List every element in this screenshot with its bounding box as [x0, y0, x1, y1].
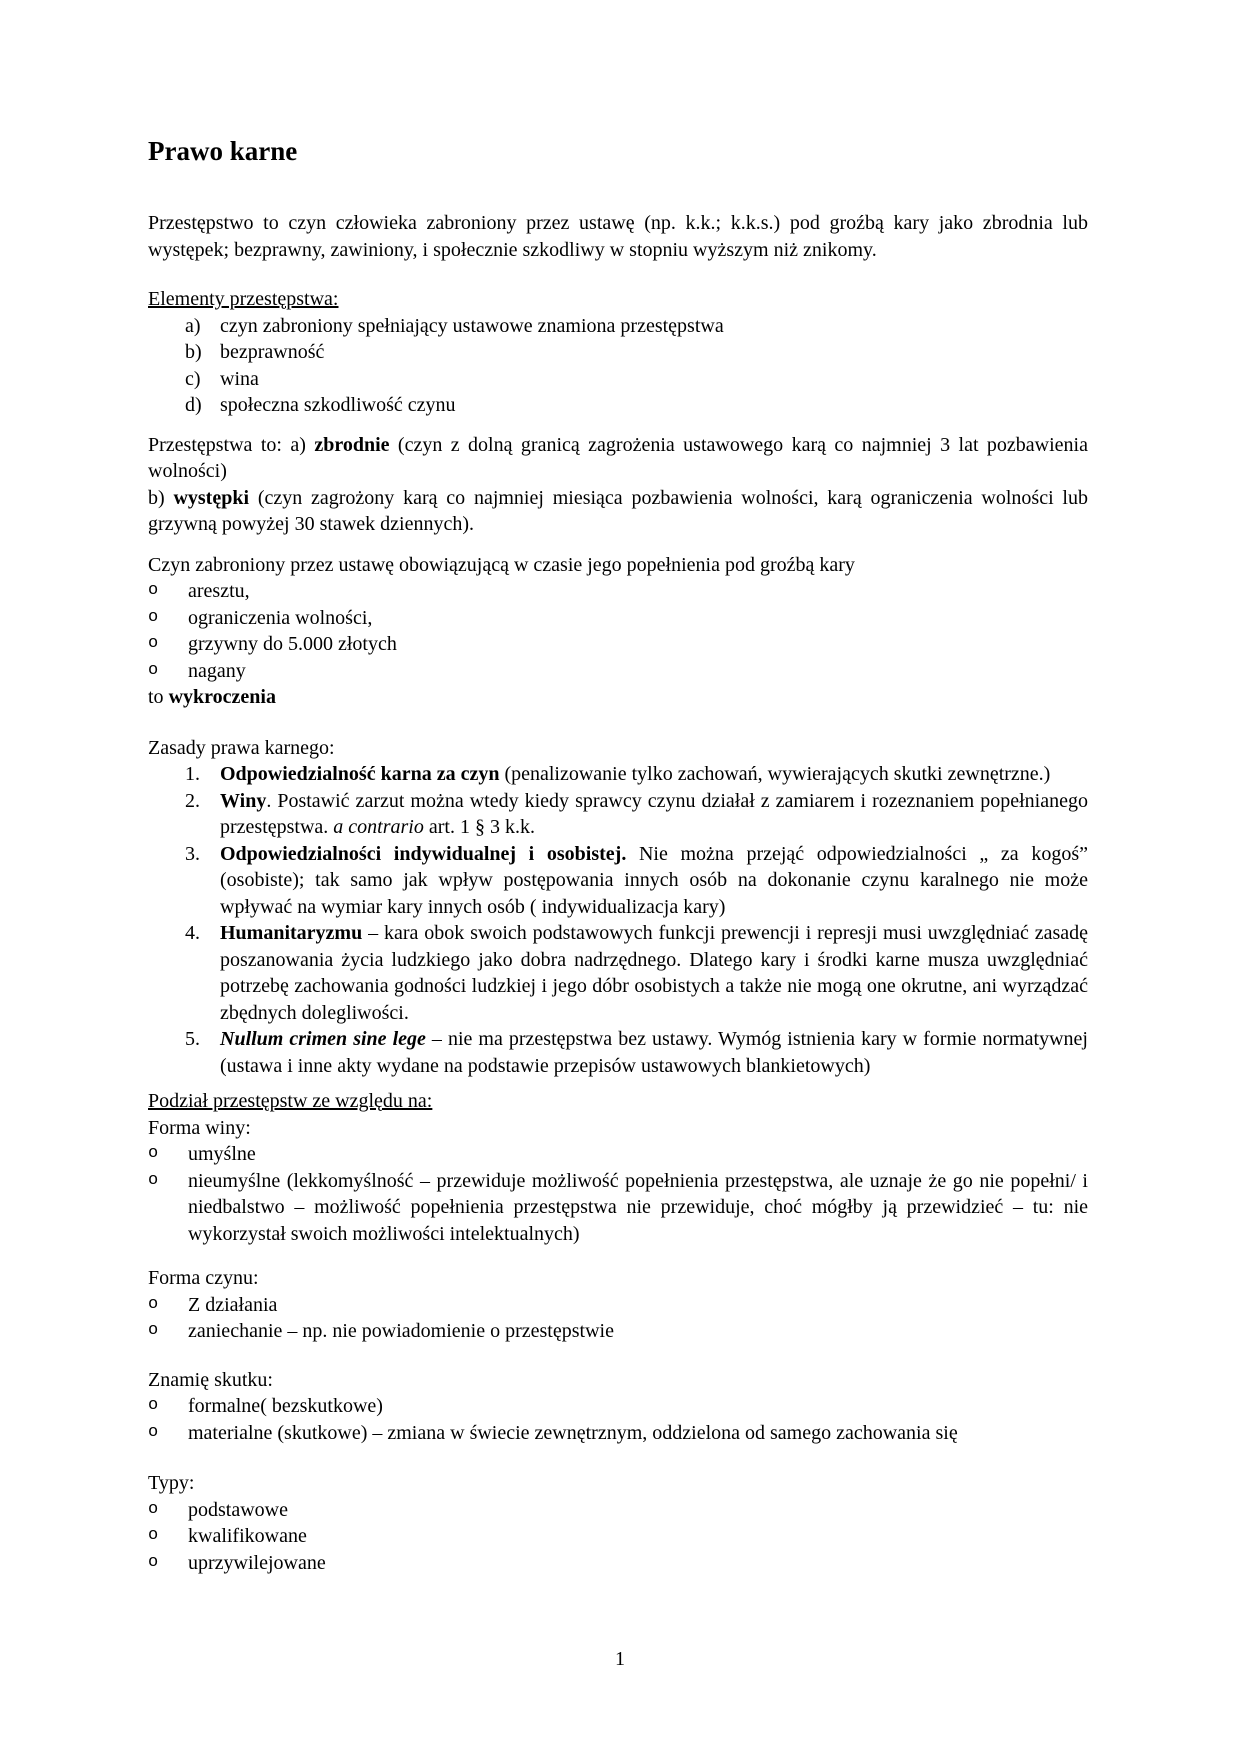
- text-run-bold: Odpowiedzialność karna za czyn: [220, 763, 500, 785]
- list-item: [148, 1420, 1088, 1447]
- bullet-marker: o: [148, 1552, 159, 1572]
- list-item: [148, 658, 1088, 685]
- section-heading-podzial: Podział przestępstw ze względu na:: [148, 1090, 433, 1112]
- text-run-bold: Winy: [220, 789, 267, 812]
- list-item-text: bezprawność: [220, 341, 325, 363]
- text-run: (czyn z dolną granicą zagrożenia ustawowego karą co najmniej 3 lat pozbawienia wolności): [148, 433, 1088, 482]
- list-item-text: społeczna szkodliwość czynu: [220, 394, 456, 416]
- bullet-marker: o: [148, 607, 159, 627]
- list-item-number: 3.: [185, 842, 200, 865]
- bullet-marker: o: [148, 1422, 159, 1442]
- bullet-marker: o: [148, 634, 159, 653]
- list-item-text: [220, 920, 1088, 1026]
- list-item: [148, 366, 1088, 393]
- list-item: [148, 1168, 1088, 1248]
- list-item: [148, 339, 1088, 366]
- list-item: [148, 841, 1088, 921]
- list-item-text: czyn zabroniony spełniający ustawowe znamiona przestępstwa: [220, 314, 724, 337]
- section-znamie-skutku: [148, 1367, 1088, 1447]
- section-heading-elementy: Elementy przestępstwa:: [148, 288, 339, 310]
- section-zasady: [148, 735, 1088, 1080]
- section-heading-zasady: Zasady prawa karnego:: [148, 736, 335, 759]
- list-item: [148, 631, 1088, 658]
- text-run: to: [148, 686, 169, 708]
- list-item-text: umyślne: [188, 1143, 256, 1165]
- text-run-bold: zbrodnie: [314, 433, 390, 456]
- bullet-marker: o: [148, 1499, 159, 1519]
- label-znamie-skutku: Znamię skutku:: [148, 1368, 273, 1391]
- section-podzial: [148, 1088, 1088, 1247]
- paragraph-line: [148, 432, 1088, 485]
- bullet-marker: o: [148, 581, 159, 600]
- section-elementy: [148, 286, 1088, 419]
- list-item: [148, 605, 1088, 632]
- list-item-text: nieumyślne (lekkomyślność – przewiduje możliwość popełnienia przestępstwa, ale uznaje że go nie popełni/ i niedbalstwo – możliwość popełnienia przestępstwa nie przewiduje, choć mógłby ją przewidzieć – tu: nie wykorzystał swoich możliwości intelektualnych): [188, 1169, 1088, 1245]
- paragraph-line: [148, 485, 1088, 538]
- list-item-text: [220, 761, 1088, 788]
- list-item-text: wina: [220, 367, 259, 390]
- bullet-marker: o: [148, 1294, 159, 1314]
- text-run: Przestępstwa to: a): [148, 433, 315, 456]
- paragraph-czyn-zabroniony: Czyn zabroniony przez ustawę obowiązującą w czasie jego popełnienia pod groźbą kary: [148, 553, 855, 576]
- text-run: (penalizowanie tylko zachowań, wywierających skutki zewnętrzne.): [499, 763, 1051, 785]
- label-forma-czynu: Forma czynu:: [148, 1267, 259, 1289]
- list-item-text: kwalifikowane: [188, 1525, 307, 1547]
- bullet-marker: o: [148, 1170, 159, 1190]
- text-run-bold-italic: Nullum crimen sine lege: [220, 1028, 426, 1050]
- text-run: b): [148, 486, 174, 509]
- list-item-text: aresztu,: [188, 580, 250, 602]
- bullet-marker: o: [148, 1396, 159, 1415]
- bullet-marker: o: [148, 1321, 159, 1340]
- page-title: Prawo karne: [148, 136, 298, 166]
- page-content: [148, 0, 1088, 1576]
- list-item: [148, 1393, 1088, 1420]
- list-item-text: zaniechanie – np. nie powiadomienie o przestępstwie: [188, 1320, 614, 1342]
- label-typy: Typy:: [148, 1472, 195, 1494]
- text-run-bold: Humanitaryzmu: [220, 922, 363, 944]
- section-typy: [148, 1470, 1088, 1576]
- text-run-bold: Odpowiedzialności indywidualnej i osobistej.: [220, 842, 627, 865]
- list-item-text: grzywny do 5.000 złotych: [188, 633, 397, 655]
- list-item: [148, 1292, 1088, 1319]
- list-item-text: materialne (skutkowe) – zmiana w świecie zewnętrznym, oddzielona od samego zachowania się: [188, 1421, 958, 1444]
- list-item-number: 2.: [185, 789, 200, 812]
- list-item-text: [220, 788, 1088, 841]
- text-run-bold: występki: [173, 486, 250, 509]
- bullet-marker: o: [148, 1526, 159, 1545]
- list-item: [148, 1497, 1088, 1524]
- section-wykroczenia: [148, 552, 1088, 711]
- list-item-text: [220, 841, 1088, 921]
- list-item: [148, 1550, 1088, 1577]
- list-item: [148, 920, 1088, 1026]
- list-item-text: uprzywilejowane: [188, 1551, 326, 1574]
- text-run-italic: a contrario: [333, 816, 424, 838]
- list-item-text: formalne( bezskutkowe): [188, 1395, 383, 1417]
- list-item: [148, 313, 1088, 340]
- list-item-number: 1.: [185, 763, 200, 785]
- text-run: . Postawić zarzut można wtedy kiedy sprawcy czynu działał z zamiarem i rozeznaniem popełnianego przestępstwa.: [220, 789, 1088, 838]
- text-run-bold: wykroczenia: [168, 686, 276, 708]
- bullet-marker: o: [148, 660, 159, 680]
- list-item: [148, 761, 1088, 788]
- page-number: 1: [615, 1648, 625, 1670]
- list-item-marker: d): [185, 394, 202, 416]
- list-item-text: ograniczenia wolności,: [188, 606, 373, 629]
- list-item-marker: b): [185, 341, 202, 363]
- list-item-text: podstawowe: [188, 1498, 288, 1521]
- list-item: [148, 578, 1088, 605]
- list-item-marker: c): [185, 367, 201, 390]
- bullet-marker: o: [148, 1144, 159, 1163]
- list-item-number: 4.: [185, 922, 200, 944]
- list-item: [148, 1318, 1088, 1345]
- text-run: art. 1 § 3 k.k.: [423, 816, 535, 838]
- list-item-number: 5.: [185, 1028, 200, 1050]
- list-item-text: Z działania: [188, 1293, 278, 1316]
- text-run: – kara obok swoich podstawowych funkcji prewencji i represji musi uwzględniać zasadę poszanowania życia ludzkiego jako dobra nadrzędnego. Dlatego kary i środki karne musza uwzględniać potrzebę zachowania godności ludzkiej i jego dóbr osobistych a także nie mogą one okrutne, ani wyrządzać zbędnych dolegliwości.: [220, 922, 1088, 1024]
- list-item-text: nagany: [188, 659, 246, 682]
- section-forma-czynu: [148, 1265, 1088, 1345]
- list-item: [148, 1026, 1088, 1079]
- list-item: [148, 788, 1088, 841]
- label-forma-winy: Forma winy:: [148, 1116, 251, 1139]
- list-item-text: [220, 1026, 1088, 1079]
- text-run: – nie ma przestępstwa bez ustawy. Wymóg istnienia kary w formie normatywnej (ustawa i inne akty wydane na podstawie przepisów ustawowych blankietowych): [220, 1028, 1088, 1077]
- paragraph-outro: [148, 684, 1088, 711]
- paragraph-przestepstwa: [148, 432, 1088, 538]
- text-run: (czyn zagrożony karą co najmniej miesiąca pozbawienia wolności, karą ograniczenia wolności lub grzywną powyżej 30 stawek dziennych).: [148, 486, 1088, 535]
- intro-paragraph: Przestępstwo to czyn człowieka zabroniony przez ustawę (np. k.k.; k.k.s.) pod groźbą kary jako zbrodnia lub występek; bezprawny, zawiniony, i społecznie szkodliwy w stopniu wyższym niż znikomy.: [148, 212, 1088, 261]
- list-item: [148, 392, 1088, 419]
- list-item: [148, 1523, 1088, 1550]
- list-item: [148, 1141, 1088, 1168]
- list-item-marker: a): [185, 314, 201, 337]
- text-run: Nie można przejąć odpowiedzialności „ za kogoś” (osobiste); tak samo jak wpływ postępowania innych osób na dokonanie czynu karalnego nie może wpływać na wymiar kary innych osób ( indywidualizacja kary): [220, 842, 1088, 918]
